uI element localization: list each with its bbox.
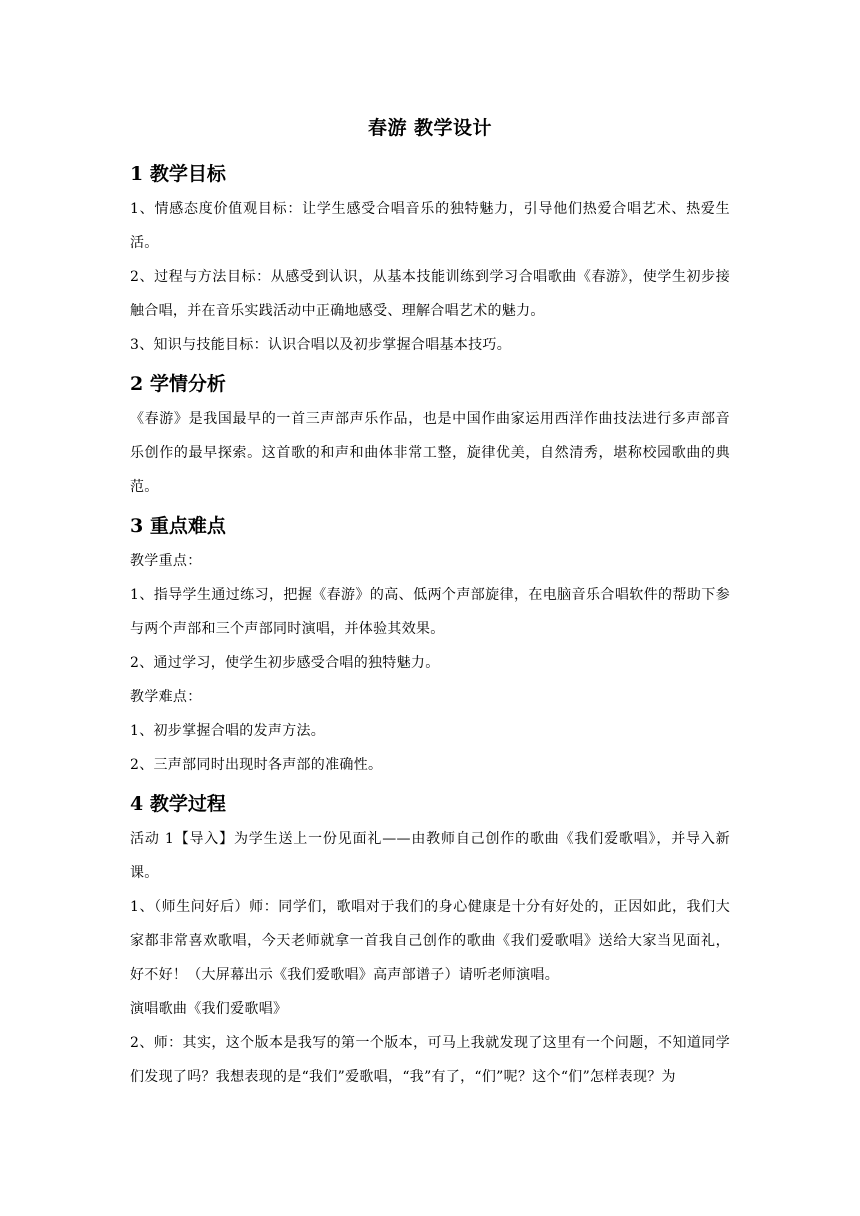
paragraph: 演唱歌曲《我们爱歌唱》 bbox=[130, 1001, 288, 1017]
section-heading: 2 学情分析 bbox=[130, 373, 226, 395]
paragraph: 活动 1【导入】为学生送上一份见面礼——由教师自己创作的歌曲《我们爱歌唱》，并导入新课。 bbox=[130, 831, 730, 881]
section-teaching-goals bbox=[130, 156, 730, 362]
section-heading: 1 教学目标 bbox=[130, 163, 226, 185]
document-page bbox=[130, 112, 730, 1098]
paragraph: 1、初步掌握合唱的发声方法。 bbox=[130, 723, 326, 739]
paragraph: 2、通过学习，使学生初步感受合唱的独特魅力。 bbox=[130, 655, 440, 671]
section-heading: 4 教学过程 bbox=[130, 793, 226, 815]
paragraph: 2、过程与方法目标：从感受到认识，从基本技能训练到学习合唱歌曲《春游》，使学生初步接触合唱，并在音乐实践活动中正确地感受、理解合唱艺术的魅力。 bbox=[130, 269, 730, 319]
document-title: 春游 教学设计 bbox=[367, 117, 493, 139]
paragraph: 教学难点： bbox=[130, 689, 202, 705]
paragraph: 教学重点： bbox=[130, 553, 202, 569]
paragraph: 1、指导学生通过练习，把握《春游》的高、低两个声部旋律，在电脑音乐合唱软件的帮助下参与两个声部和三个声部同时演唱，并体验其效果。 bbox=[130, 587, 730, 637]
section-heading: 3 重点难点 bbox=[130, 515, 226, 537]
section-teaching-process bbox=[130, 786, 730, 1094]
paragraph: 1、（师生问好后）师：同学们，歌唱对于我们的身心健康是十分有好处的，正因如此，我们大家都非常喜欢歌唱，今天老师就拿一首我自己创作的歌曲《我们爱歌唱》送给大家当见面礼，好不好！（大屏幕出示《我们爱歌唱》高声部谱子）请听老师演唱。 bbox=[130, 899, 730, 983]
paragraph: 《春游》是我国最早的一首三声部声乐作品，也是中国作曲家运用西洋作曲技法进行多声部音乐创作的最早探索。这首歌的和声和曲体非常工整，旋律优美，自然清秀，堪称校园歌曲的典范。 bbox=[130, 411, 730, 495]
paragraph: 2、师：其实，这个版本是我写的第一个版本，可马上我就发现了这里有一个问题，不知道同学们发现了吗？我想表现的是“我们”爱歌唱，“我”有了，“们”呢？这个“们”怎样表现？为 bbox=[130, 1035, 730, 1085]
paragraph: 3、知识与技能目标：认识合唱以及初步掌握合唱基本技巧。 bbox=[130, 337, 512, 353]
paragraph: 1、情感态度价值观目标：让学生感受合唱音乐的独特魅力，引导他们热爱合唱艺术、热爱生活。 bbox=[130, 201, 730, 251]
section-student-analysis bbox=[130, 366, 730, 504]
paragraph: 2、三声部同时出现时各声部的准确性。 bbox=[130, 757, 383, 773]
section-key-points bbox=[130, 508, 730, 782]
